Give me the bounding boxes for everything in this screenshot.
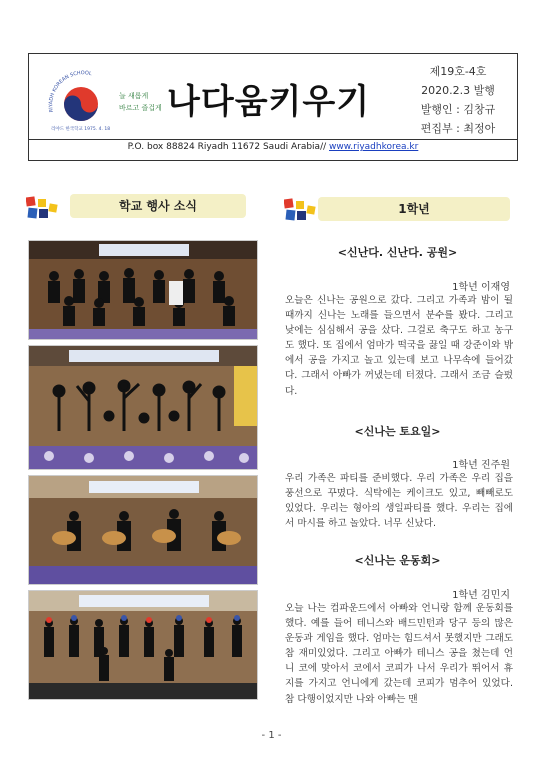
event-photo-stage [28, 590, 258, 700]
issue-number: 제19호-4호 [429, 65, 487, 78]
article-title: <신나는 토요일> [354, 425, 441, 438]
logo-bottom-text: 리야드 한국학교 1975. 4. 18 [51, 127, 111, 132]
event-photo-dance [28, 345, 258, 470]
section-heading-school-events: 학교 행사 소식 [70, 194, 246, 218]
article-byline: 1학년 이재영 [452, 282, 510, 293]
logo-arc-text: RIYADH KOREAN SCHOOL [48, 70, 93, 113]
decorative-blocks-icon [284, 197, 318, 223]
article-body: 오늘 나는 컴파운드에서 아빠와 언니랑 함께 운동회를 했다. 예를 들어 테니스와 배드민턴과 당구 등의 많은 운동과 게임을 했다. 엄마는 힘드셔서 못했지만 그래도 참 재미있었다. 그리고 아빠가 테니스 공을 쳤는데 언니 코에 맞아서 코에서 코피가 나서 우리가 뛰어서 휴지를 가지고 언니에게 갔는데 코피가 멈추어 있었다. 참 다행이었지만 나와 아빠는 맨 [285, 603, 513, 705]
newsletter-title: 나다움키우기 [167, 82, 371, 122]
editor: 편집부 : 최정아 [420, 122, 496, 135]
article-body: 오늘은 신나는 공원으로 갔다. 그리고 가족과 밤이 될 때까지 신나는 노래를 들으면서 분수를 봤다. 그리고 낮에는 심심해서 공을 샀다. 그걸로 축구도 하고 농구도 했다. 또 집에서 엄마가 떡국을 끓일 때 강준이와 밖에서 공을 가지고 놀고 있는데 보고 나무속에 들어갔다. 그래서 아빠가 꺼냈는데 터졌다. 그래서 조금 슬펐다. [285, 295, 513, 397]
issue-info [399, 62, 517, 138]
issue-date: 2020.2.3 발행 [421, 84, 495, 97]
section-heading-grade-1: 1학년 [318, 197, 510, 221]
masthead [28, 53, 518, 161]
article-byline: 1학년 진주원 [452, 460, 510, 471]
publisher: 발행인 : 김창규 [420, 103, 496, 116]
logo-slogan-2: 바르고 즐겁게 [119, 104, 162, 112]
article-byline: 1학년 김민지 [452, 590, 510, 601]
article-title: <신나는 운동회> [354, 554, 441, 567]
event-photo-guitar [28, 475, 258, 585]
article-title: <신난다. 신난다. 공원> [337, 246, 458, 259]
header-divider [29, 139, 517, 140]
address-line [29, 142, 517, 152]
page-number: - 1 - [261, 730, 282, 741]
event-photo-group [28, 240, 258, 340]
article-body: 우리 가족은 파티를 준비했다. 우리 가족은 우리 집을 풍선으로 꾸몄다. 식탁에는 케이크도 있고, 빼빼로도 있었다. 우리는 형아의 생일파티를 했다. 우리는 집에서 마시를 하고 놀았다. 너무 신났다. [285, 473, 513, 530]
school-logo [37, 60, 167, 134]
postal-address: P.O. box 88824 Riyadh 11672 Saudi Arabia// [127, 142, 327, 152]
website-link[interactable]: www.riyadhkorea.kr [329, 142, 419, 152]
decorative-blocks-icon [26, 195, 60, 221]
logo-slogan-1: 늘 새롭게 [119, 92, 149, 100]
